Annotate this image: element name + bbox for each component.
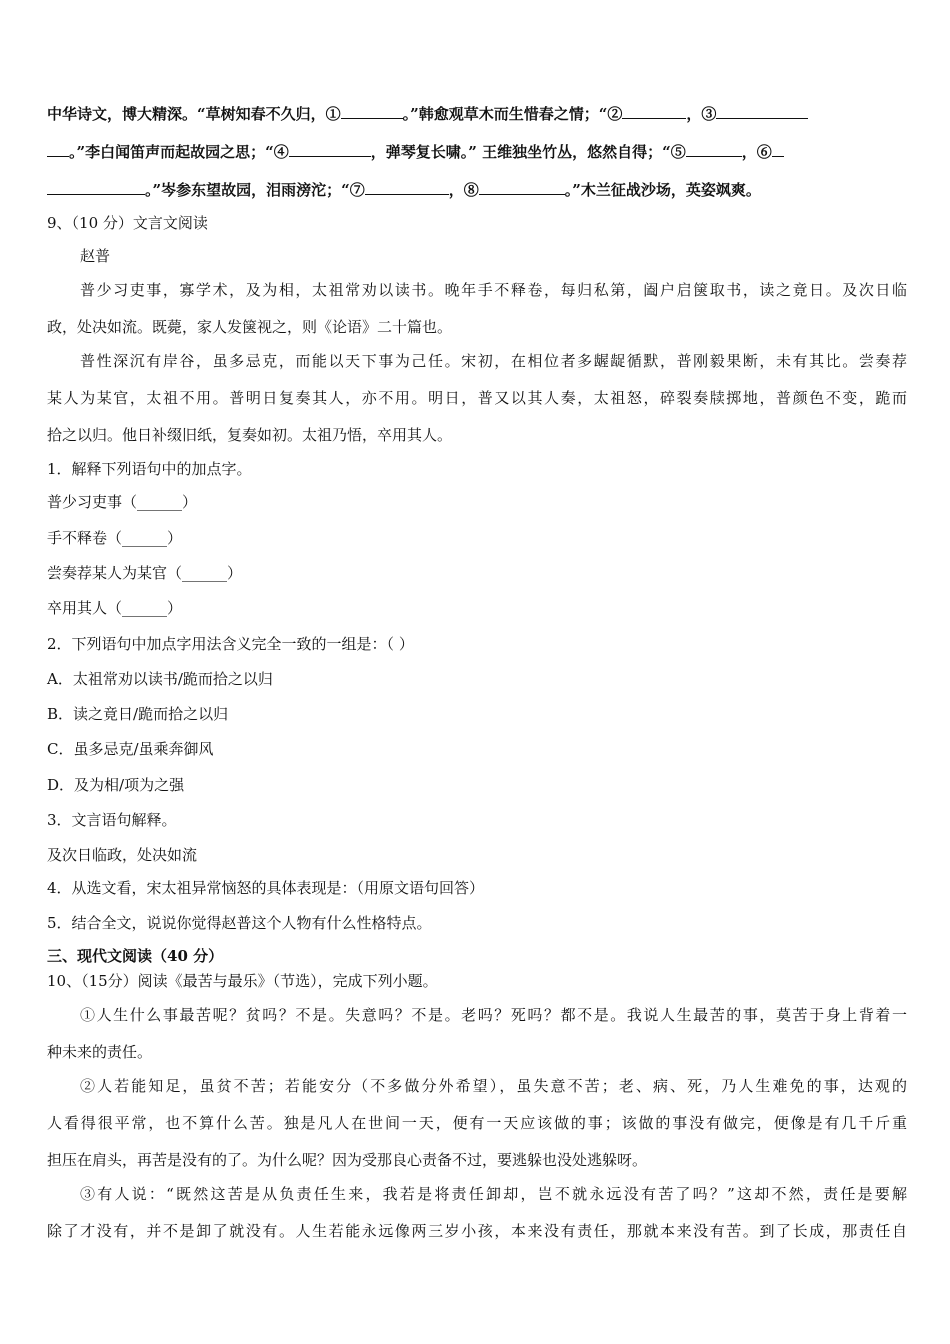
poetry-text: 中华诗文，博大精深。“草树知春不久归，① — [47, 105, 341, 123]
poetry-text: 。”李白闻笛声而起故园之思；“④ — [69, 143, 289, 161]
sub-question-2: 2．下列语句中加点字用法含义完全一致的一组是：（ ） — [47, 635, 414, 653]
passage-paragraph: 某人为某官，太祖不用。普明日复奏其人，亦不用。明日，普又以其人奏，太祖怒，碎裂奏牍掷地，普颜色不变，跪而 — [47, 389, 907, 407]
passage-paragraph: ③有人说：“既然这苦是从负责任生来，我若是将责任卸却，岂不就永远没有苦了吗？”这却不然，责任是要解 — [80, 1185, 907, 1203]
sub-question-5: 5．结合全文，说说你觉得赵普这个人物有什么性格特点。 — [47, 914, 432, 932]
answer-blank — [479, 180, 565, 195]
q9-heading: 9、（10 分）文言文阅读 — [47, 214, 208, 232]
passage-paragraph: ②人若能知足，虽贫不苦；若能安分（不多做分外希望），虽失意不苦；老、病、死，乃人生难免的事，达观的 — [80, 1077, 907, 1095]
sub-question-item: 尝奏荐某人为某官（______） — [47, 564, 243, 582]
passage-paragraph: 担压在肩头，再苦是没有的了。为什么呢？因为受那良心责备不过，要逃躲也没处逃躲呀。 — [47, 1151, 648, 1169]
answer-blank — [365, 180, 449, 195]
sub-question-4: 4．从选文看，宋太祖异常恼怒的具体表现是：（用原文语句回答） — [47, 879, 485, 897]
option-a: A．太祖常劝以读书/跪而拾之以归 — [47, 670, 273, 688]
poetry-text: ，⑥ — [741, 143, 772, 161]
answer-blank — [772, 142, 784, 157]
answer-blank — [47, 142, 69, 157]
poetry-text: ，③ — [686, 105, 717, 123]
poetry-text: 。”木兰征战沙场，英姿飒爽。 — [564, 181, 761, 199]
passage-paragraph: 除了才没有，并不是卸了就没有。人生若能永远像两三岁小孩，本来没有责任，那就本来没有苦。到了长成，那责任自 — [47, 1222, 907, 1240]
answer-blank — [289, 142, 371, 157]
passage-paragraph: 拾之以归。他日补缀旧纸，复奏如初。太祖乃悟，卒用其人。 — [47, 426, 453, 444]
poetry-text: 。”韩愈观草木而生惜春之情；“② — [402, 105, 623, 123]
sub-question-item: 手不释卷（______） — [47, 529, 183, 547]
passage-paragraph: ①人生什么事最苦呢？贫吗？不是。失意吗？不是。老吗？死吗？都不是。我说人生最苦的事，莫苦于身上背着一 — [80, 1006, 907, 1024]
passage-title: 赵普 — [80, 247, 111, 265]
passage-paragraph: 人看得很平常，也不算什么苦。独是凡人在世间一天，便有一天应该做的事；该做的事没有做完，便像是有几千斤重 — [47, 1114, 907, 1132]
answer-blank — [686, 142, 742, 157]
sub-question-3: 3．文言语句解释。 — [47, 811, 177, 829]
option-d: D．及为相/项为之强 — [47, 776, 185, 794]
passage-paragraph: 政，处决如流。既薨，家人发箧视之，则《论语》二十篇也。 — [47, 318, 453, 336]
answer-blank — [47, 180, 145, 195]
option-b: B．读之竟日/跪而拾之以归 — [47, 705, 229, 723]
sub-question-item: 及次日临政，处决如流 — [47, 846, 198, 864]
passage-paragraph: 普性深沉有岸谷，虽多忌克，而能以天下事为己任。宋初，在相位者多龌龊循默，普刚毅果断，未有其比。尝奏荐 — [80, 352, 907, 370]
q10-heading: 10、（15分）阅读《最苦与最乐》（节选），完成下列小题。 — [47, 972, 438, 990]
poetry-line-2 — [47, 141, 784, 162]
answer-blank — [622, 104, 686, 119]
answer-blank — [716, 104, 808, 119]
answer-blank — [341, 104, 403, 119]
section-heading: 三、现代文阅读（40 分） — [47, 947, 224, 965]
sub-question-item: 卒用其人（______） — [47, 599, 183, 617]
passage-paragraph: 种未来的责任。 — [47, 1043, 153, 1061]
option-c: C．虽多忌克/虽乘奔御风 — [47, 740, 214, 758]
poetry-text: 。”岑参东望故园，泪雨滂沱；“⑦ — [145, 181, 365, 199]
poetry-text: ，⑧ — [448, 181, 479, 199]
sub-question-1: 1．解释下列语句中的加点字。 — [47, 460, 252, 478]
sub-question-item: 普少习吏事（______） — [47, 493, 198, 511]
poetry-line-1 — [47, 103, 808, 124]
poetry-text: ，弹琴复长啸。” 王维独坐竹丛，悠然自得；“⑤ — [370, 143, 686, 161]
passage-paragraph: 普少习吏事，寡学术，及为相，太祖常劝以读书。晚年手不释卷，每归私第，阖户启箧取书，读之竟日。及次日临 — [80, 281, 907, 299]
poetry-line-3 — [47, 179, 761, 200]
